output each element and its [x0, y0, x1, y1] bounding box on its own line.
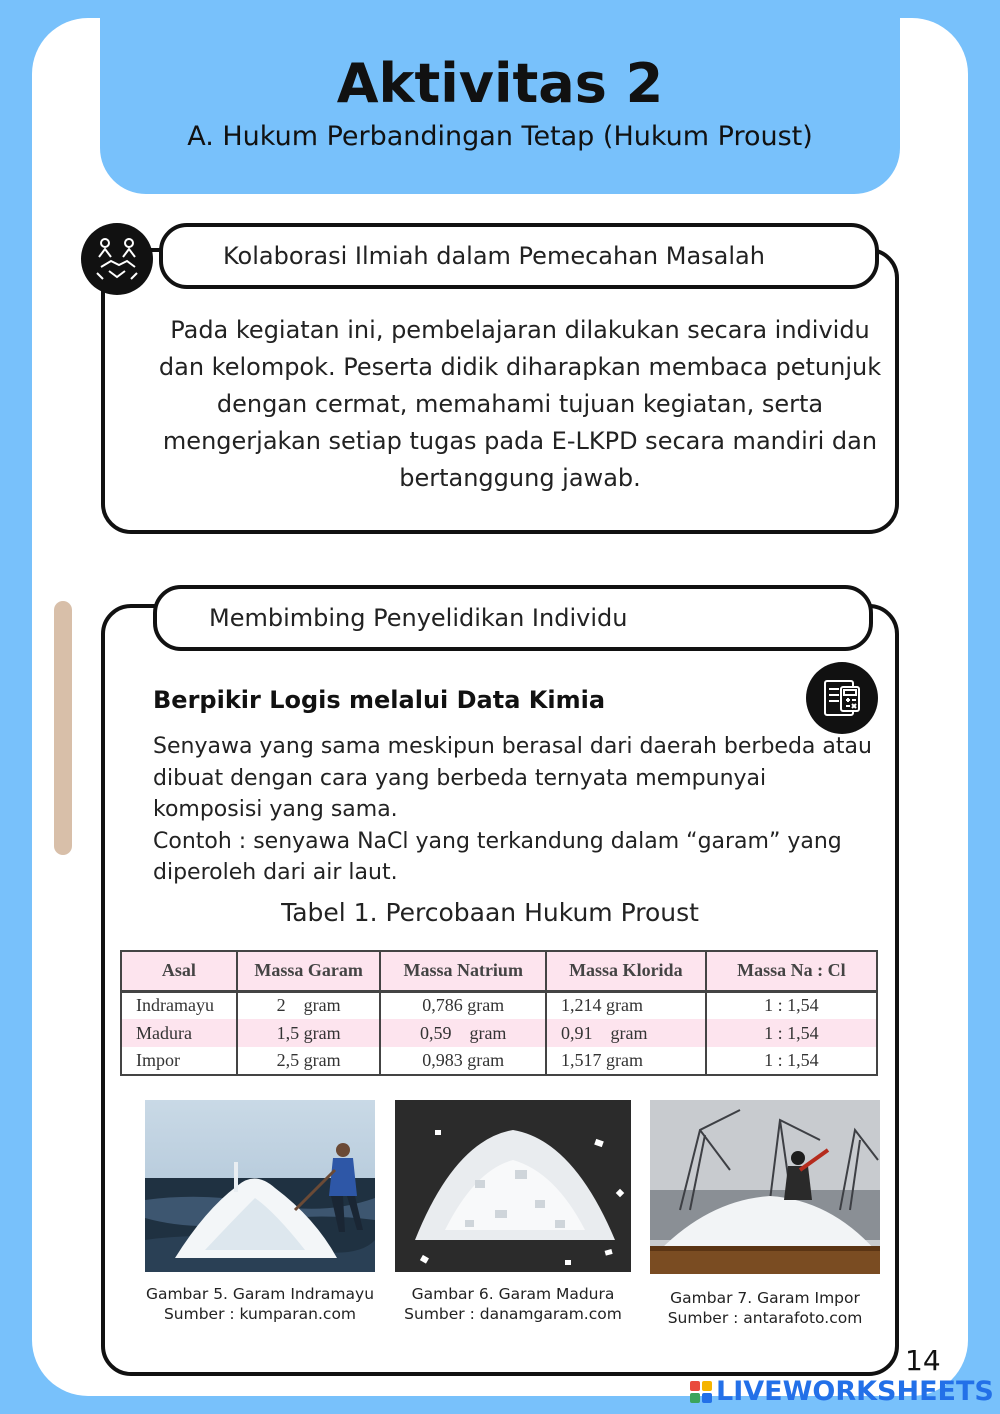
photo-garam-madura	[395, 1100, 631, 1272]
investigation-label-text: Membimbing Penyelidikan Individu	[209, 604, 628, 632]
figure-caption-title: Gambar 6. Garam Madura	[411, 1285, 615, 1303]
table-header-cell: Massa Klorida	[546, 951, 706, 991]
table-cell: 2 gram	[237, 991, 381, 1019]
investigation-text-line1: Senyawa yang sama meskipun berasal dari daerah berbeda atau dibuat dengan cara yang berbeda ternyata mempunyai komposisi yang sama.	[153, 734, 872, 822]
table-cell: 1,517 gram	[546, 1047, 706, 1075]
section-title: Berpikir Logis melalui Data Kimia	[153, 686, 606, 714]
figure-caption	[130, 1284, 390, 1324]
table-cell: 1 : 1,54	[706, 1047, 877, 1075]
figure-caption-title: Gambar 5. Garam Indramayu	[145, 1285, 375, 1303]
investigation-text-line2: Contoh : senyawa NaCl yang terkandung dalam “garam” yang diperoleh dari air laut.	[153, 828, 842, 885]
photo-garam-impor	[650, 1100, 880, 1274]
table-cell: Indramayu	[121, 991, 237, 1019]
decorative-bar	[54, 601, 72, 855]
page-number: 14	[905, 1344, 941, 1377]
investigation-text	[153, 731, 873, 889]
liveworksheets-text: LIVEWORKSHEETS	[716, 1376, 994, 1407]
table-header-cell: Massa Natrium	[380, 951, 546, 991]
table-cell: 1 : 1,54	[706, 991, 877, 1019]
table-cell: 0,983 gram	[380, 1047, 546, 1075]
collaboration-text: Pada kegiatan ini, pembelajaran dilakukan secara individu dan kelompok. Peserta didik diharapkan membaca petunjuk dengan cermat, memahami tujuan kegiatan, serta mengerjakan setiap tugas pada E-LKPD secara mandiri dan bertanggung jawab.	[158, 316, 882, 492]
figure-caption-source: Sumber : danamgaram.com	[404, 1305, 622, 1323]
page-title: Aktivitas 2	[336, 52, 664, 115]
figure-caption	[640, 1288, 890, 1328]
investigation-label	[153, 585, 873, 651]
page-subtitle: A. Hukum Perbandingan Tetap (Hukum Proust)	[187, 121, 813, 152]
table-header-cell: Massa Garam	[237, 951, 381, 991]
table-cell: 0,91 gram	[546, 1019, 706, 1047]
table-header-cell: Asal	[121, 951, 237, 991]
calculator-document-icon	[806, 662, 878, 734]
liveworksheets-watermark[interactable]	[690, 1376, 994, 1407]
table-row	[121, 991, 877, 1019]
table-cell: 2,5 gram	[237, 1047, 381, 1075]
table-header-row	[121, 951, 877, 991]
table-header-cell: Massa Na : Cl	[706, 951, 877, 991]
collaboration-label-text: Kolaborasi Ilmiah dalam Pemecahan Masalah	[223, 242, 765, 270]
figure-caption-source: Sumber : kumparan.com	[163, 1305, 357, 1323]
figure-caption-title: Gambar 7. Garam Impor	[670, 1289, 860, 1307]
table-row	[121, 1019, 877, 1047]
table-cell: 1,5 gram	[237, 1019, 381, 1047]
page-header	[100, 0, 900, 194]
table-cell: 0,59 gram	[380, 1019, 546, 1047]
proust-table	[120, 950, 878, 1076]
liveworksheets-logo-icon	[690, 1381, 712, 1403]
figure-caption-source: Sumber : antarafoto.com	[667, 1309, 863, 1327]
table-cell: 1 : 1,54	[706, 1019, 877, 1047]
table-cell: Madura	[121, 1019, 237, 1047]
table-caption: Tabel 1. Percobaan Hukum Proust	[281, 898, 699, 927]
photo-garam-indramayu	[145, 1100, 375, 1272]
table-cell: Impor	[121, 1047, 237, 1075]
collaboration-handshake-icon	[81, 223, 153, 295]
table-row	[121, 1047, 877, 1075]
table-cell: 1,214 gram	[546, 991, 706, 1019]
figure-caption	[385, 1284, 641, 1324]
collaboration-label	[159, 223, 879, 289]
table-cell: 0,786 gram	[380, 991, 546, 1019]
